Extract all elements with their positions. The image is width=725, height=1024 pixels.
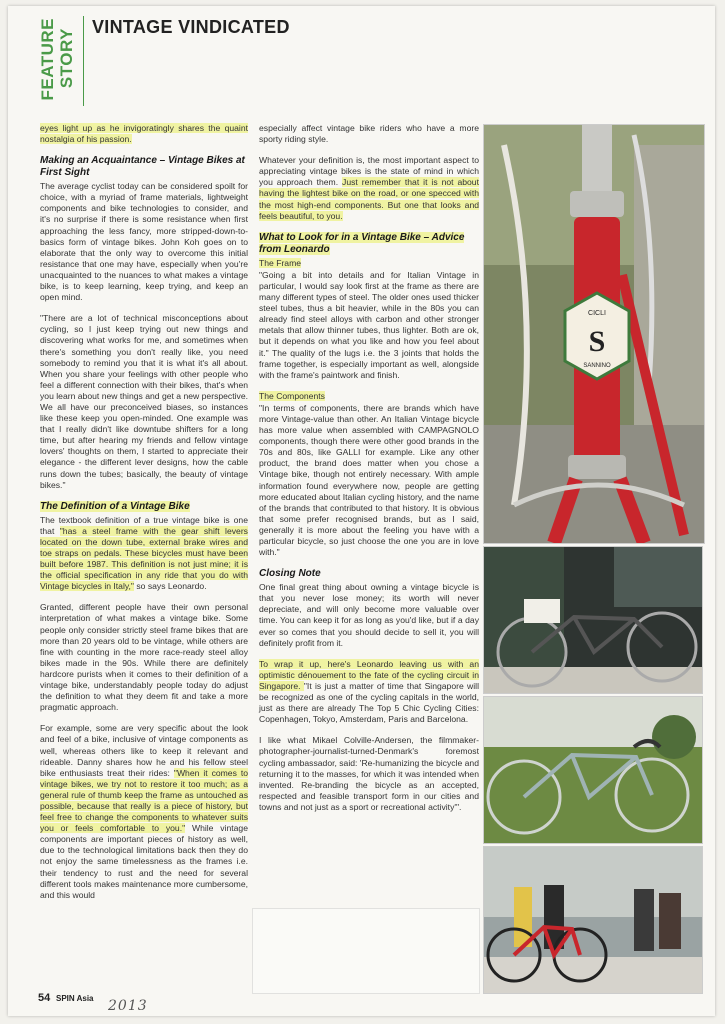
subheading-frame [259, 258, 479, 269]
text-column-left [40, 123, 248, 911]
paragraph: "There are a lot of technical misconceptions about cycling, so I just keep trying out new things and discovering what works for me, and sometimes when there's something you don't really like, you need somebody to remind you that it is what it's all about. When you share your feelings with other people who feel a different connection with their bikes, that's when you learn about new things and get a new perspective. We all have our preconceived biases, so instances like these keep you open-minded. One example was that I really didn't like downtube shifters for a long time, but after hearing my friends and fellow vintage lovers' thoughts on them, I started to appreciate their elegance - the different lever designs, how the cable runs down the tubes; basically, the beauty of vintage bikes." [40, 313, 248, 490]
text-run: Whatever your definition is, the most important aspect to appreciating vintage bikes is the state of mind in which you approach them. [259, 155, 479, 188]
section-label [38, 18, 82, 106]
heading-what-to-look-for [259, 232, 479, 256]
paragraph [40, 123, 248, 145]
highlighted-subheading: The Components [259, 390, 325, 401]
paragraph [40, 515, 248, 593]
highlighted-heading: What to Look for in a Vintage Bike – Advice from Leonardo [259, 231, 465, 255]
badge-sub: SANNINO [583, 363, 611, 369]
text-run: While vintage components are important pieces of history as well, due to the technological limitations back then they do not enjoy the same timelessness as the frames i.e. their tendency to rust and the need for several different tools makes maintenance more cumbersome, and this would [40, 823, 248, 900]
handwritten-year: 2013 [108, 998, 148, 1014]
paragraph: especially affect vintage bike riders who have a more sporty riding style. [259, 123, 479, 145]
text-column-middle [259, 123, 479, 823]
paragraph: "In terms of components, there are brands which have more Vintage-value than other. An Italian Vintage bicycle has more value when assembled with CAMPAGNOLO components, though there were other good brands in the 70s and 80s, like GALLI for example. Like any other product, the brand does matter when you chose a Vintage bike, though not entirely necessary. With ample information found everywhere now, people are getting more educated about Italian cycling history, and the name of the brands that contributed to that history. It is obvious that some prefer recognised brands, but as I said, generally it is more about the feeling you have with a particular bicycle, so just choose the one you are in love with." [259, 402, 479, 558]
highlighted-text: "has a steel frame with the gear shift levers located on the down tube, external brake wires and toe straps on pedals. These bicycles must have been built before 1987. This definition is not just mine; it is the official specification in any ride that you do with Vintage bicycles in Italy," [40, 525, 248, 592]
text-run: For example, some are very specific about the look and feel of a bike, inclusive of vintage components as well, whereas others like to keep it relevant and rideable. Danny shares how he and his fellow steel bike enthusiasts treat their rides: [40, 723, 248, 778]
heading-acquaintance: Making an Acquaintance – Vintage Bikes at First Sight [40, 155, 245, 179]
section-divider [83, 16, 84, 106]
highlighted-text: "When it comes to vintage bikes, we try not to restore it too much; as a general rule of thumb keep the frame as untouched as possible, because that really is a piece of history, but feel free to change the components to whatever suits you or feels comfortable to you." [40, 767, 248, 834]
page-title: VINTAGE VINDICATED [92, 17, 290, 37]
section-label-line1: FEATURE [38, 18, 57, 101]
highlighted-heading: The Definition of a Vintage Bike [40, 500, 190, 512]
photo-bike-grass [483, 696, 703, 844]
paragraph: "Going a bit into details and for Italian Vintage in particular, I would say look first at the frame as there are many different types of steel. The older ones used thicker steel tubes, thus a bit heavier, while in the 80s you can already find steel alloys with carbon and other stronger metals that allow thinner tubes, thus lighter. Both are ok, but it depends on what you like and how you feel about it." The quality of the lugs i.e. the 3 joints that holds the frame together, is especially important as well, alongside with the frame's paintwork and finish. [259, 269, 479, 380]
photo-people-bike [483, 846, 703, 994]
tape-overlay [252, 908, 480, 994]
text-run: so says Leonardo. [133, 581, 207, 592]
heading-definition [40, 501, 248, 513]
subheading-components [259, 391, 479, 402]
paragraph [259, 659, 479, 726]
paragraph [40, 723, 248, 901]
paragraph: Granted, different people have their own personal interpretation of what makes a vintage bike. Some people only consider strictly steel frame bikes that are more than 20 years old to be vintage, while others are fine with counting in the more race-ready steel alloy bikes made in the 90s. While there are definitely hardcore purists when it comes to their definition of a vintage bike, understandably people today do adjust the definition to what they deem fit and take a more pragmatic approach. [40, 602, 248, 713]
photo-head-tube [483, 124, 705, 544]
text-run: "It is just a matter of time that Singapore will be recognized as one of the cycling capitals in the world, just as there are already The Top 5 Chic Cycling Cities: Copenhagen, Tokyo, Amsterdam, Paris and Barcelona. [259, 680, 479, 725]
heading-closing-note: Closing Note [259, 568, 321, 580]
highlighted-text: Just remember that it is not about having the lightest bike on the road, or one specced with the most high-end components. But one that looks and feels beautiful, to you. [259, 177, 479, 221]
paragraph: The average cyclist today can be considered spoilt for choice, with a myriad of frame materials, lightweight components and bike technologies to consider, and it's no surprise if there is some resistance when first approaching the less fancy, more stripped-down-to-basics form of vintage bikes. John Koh goes on to elaborate that the only way to overcome this initial resistance that one may have, especially when you're unacquainted to the nuances to what makes a vintage bike, is to keep learning, keep trying, and keep an open mind. [40, 181, 248, 303]
highlighted-text: eyes light up as he invigoratingly shares the quaint nostalgia of his passion. [40, 123, 248, 145]
paragraph [259, 155, 479, 222]
paragraph: I like what Mikael Colville-Andersen, the filmmaker-photographer-journalist-turned-Denmark's foremost cycling ambassador, said: 'Re-humanizing the bicycle and returning it to the masses, for which it was intended when invented. Re-branding the bicycle as an accepted, respected and feasible transport form in our cities and towns and not just as a sport or recreational activity'". [259, 735, 479, 812]
text-run: The textbook definition of a true vintage bike is one that [40, 514, 248, 536]
highlighted-subheading: The Frame [259, 257, 302, 268]
magazine-name: SPIN Asia [56, 994, 94, 1003]
section-label-line2: STORY [57, 28, 76, 89]
paragraph: One final great thing about owning a vintage bicycle is that you never lose money; its worth will never depreciate, and will only become more valuable over time. You can keep it for as long as you'd like, but if a day ever so comes that you should decide to sell it, you will definitely profit from it. [259, 582, 479, 648]
highlighted-text: To wrap it up, here's Leonardo leaving us with an optimistic dénouement to the fate of the cycling circuit in Singapore. [259, 658, 479, 691]
photo-bike-shop [483, 546, 703, 694]
badge-letter: S [588, 325, 606, 358]
page-number: 54 [38, 992, 51, 1004]
badge-text: CICLI [588, 310, 606, 317]
